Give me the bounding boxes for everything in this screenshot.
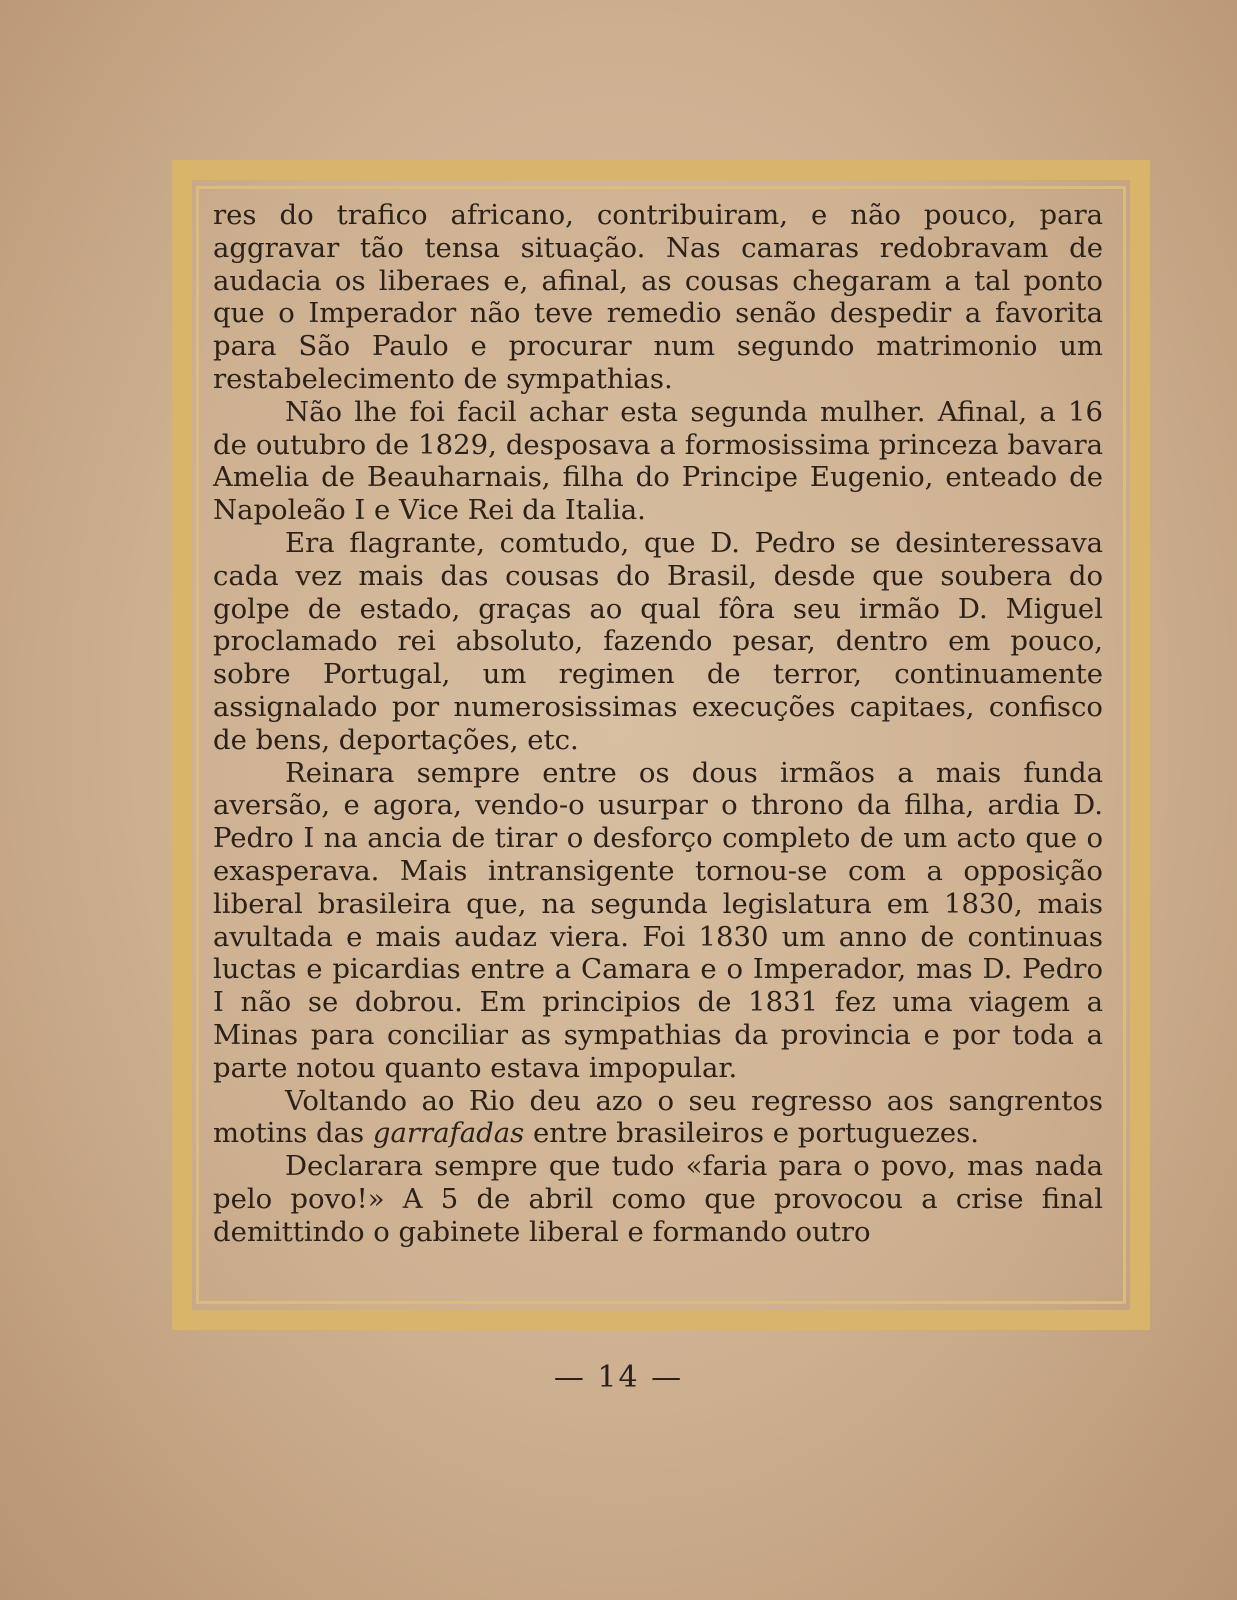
paragraph-5-text-b: entre brasileiros e portuguezes. bbox=[524, 1117, 979, 1150]
page-number: — 14 — bbox=[553, 1360, 684, 1395]
paragraph-3: Era flagrante, comtudo, que D. Pedro se desinteressava cada vez mais das cousas do Brasil, desde que soubera do golpe de estado, graças ao qual fôra seu irmão D. Miguel proclamado rei absoluto, fazendo pesar, dentro em pouco, sobre Portugal, um regimen de terror, continuamente assignalado por numerosissimas execuções capitaes, confisco de bens, deportações, etc. bbox=[213, 526, 1103, 756]
body-text bbox=[213, 199, 1103, 1299]
paragraph-4: Reinara sempre entre os dous irmãos a mais funda aversão, e agora, vendo-o usurpar o throno da filha, ardia D. Pedro I na ancia de tirar o desforço completo de um acto que o exasperava. Mais intransigente tornou-se com a opposição liberal brasileira que, na segunda legislatura em 1830, mais avultada e mais audaz viera. Foi 1830 um anno de continuas luctas e picardias entre a Camara e o Imperador, mas D. Pedro I não se dobrou. Em principios de 1831 fez uma viagem a Minas para conciliar as sympathias da provincia e por toda a parte notou quanto estava impopular. bbox=[213, 756, 1103, 1084]
italic-term: garrafadas bbox=[372, 1117, 525, 1150]
paragraph-5-text-a: Voltando ao Rio deu azo o seu regresso aos sangrentos motins das bbox=[213, 1084, 1103, 1150]
paragraph-2: Não lhe foi facil achar esta segunda mulher. Afinal, a 16 de outubro de 1829, desposava a formosissima princeza bavara Amelia de Beauharnais, filha do Principe Eugenio, enteado de Napoleão I e Vice Rei da Italia. bbox=[213, 395, 1103, 527]
paragraph-6: Declarara sempre que tudo «faria para o povo, mas nada pelo povo!» A 5 de abril como que provocou a crise final demittindo o gabinete liberal e formando outro bbox=[213, 1150, 1103, 1248]
paragraph-1: res do trafico africano, contribuiram, e não pouco, para aggravar tão tensa situação. Nas camaras redobravam de audacia os liberaes e, afinal, as cousas chegaram a tal ponto que o Imperador não teve remedio senão despedir a favorita para São Paulo e procurar num segundo matrimonio um restabelecimento de sympathias. bbox=[213, 199, 1103, 395]
paragraph-5 bbox=[213, 1085, 1103, 1151]
